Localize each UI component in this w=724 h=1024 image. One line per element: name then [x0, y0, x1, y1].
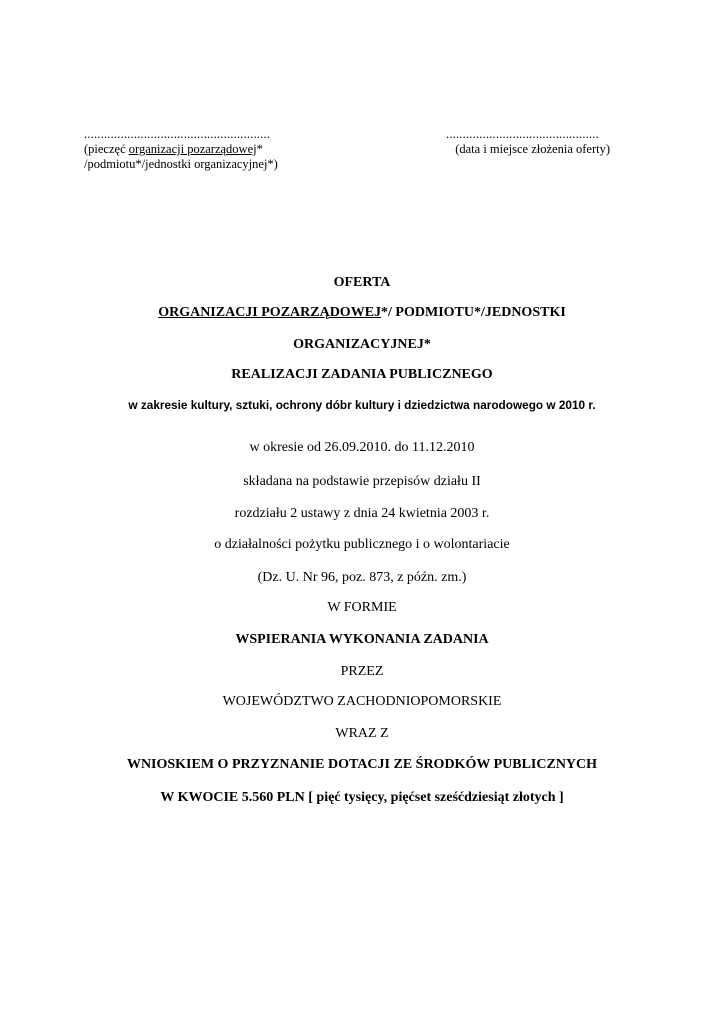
form-label: W FORMIE: [327, 600, 397, 615]
request-line: WNIOSKIEM O PRZYZNANIE DOTACJI ZE ŚRODKÓW PUBLICZNYCH: [126, 757, 598, 772]
scope-line: w zakresie kultury, sztuki, ochrony dóbr kultury i dziedzictwa narodowego w 2010 r.: [128, 398, 596, 412]
period-line: w okresie od 26.09.2010. do 11.12.2010: [249, 440, 475, 455]
ngo-underlined: ORGANIZACJI POZARZĄDOWEJ: [158, 305, 382, 320]
by-label: PRZEZ: [340, 664, 384, 679]
subtitle-line1-rest: */ PODMIOTU*/JEDNOSTKI: [381, 305, 566, 320]
amount-line: W KWOCIE 5.560 PLN [ pięć tysięcy, pięćset sześćdziesiąt złotych ]: [160, 790, 564, 805]
stamp-dotted-line: ........................................................: [84, 127, 271, 141]
date-dotted-line: ..............................................: [446, 127, 599, 141]
offer-title: OFERTA: [333, 275, 391, 290]
legal-basis-line3: o działalności pożytku publicznego i o wolontariacie: [214, 537, 510, 552]
offer-subtitle-line3: REALIZACJI ZADANIA PUBLICZNEGO: [231, 367, 493, 382]
stamp-caption-line2: /podmiotu*/jednostki organizacyjnej*): [84, 157, 278, 171]
stamp-caption-underlined: organizacji pozarządowej: [128, 142, 257, 156]
date-caption: (data i miejsce złożenia oferty): [455, 142, 610, 156]
offer-subtitle-line2: ORGANIZACYJNEJ*: [293, 337, 431, 352]
legal-basis-line4: (Dz. U. Nr 96, poz. 873, z późn. zm.): [257, 570, 467, 585]
with-label: WRAZ Z: [335, 726, 389, 741]
form-value: WSPIERANIA WYKONANIA ZADANIA: [235, 632, 489, 647]
stamp-block: [84, 127, 278, 172]
date-place-block: [438, 127, 618, 157]
legal-basis-line1: składana na podstawie przepisów działu II: [243, 474, 481, 489]
stamp-caption-suffix: *: [256, 142, 263, 156]
offer-subtitle-line1: [0, 305, 724, 321]
by-value: WOJEWÓDZTWO ZACHODNIOPOMORSKIE: [222, 694, 502, 709]
stamp-caption: [84, 142, 278, 157]
legal-basis-line2: rozdziału 2 ustawy z dnia 24 kwietnia 2003 r.: [234, 506, 490, 521]
stamp-caption-prefix: (pieczęć: [84, 142, 129, 156]
